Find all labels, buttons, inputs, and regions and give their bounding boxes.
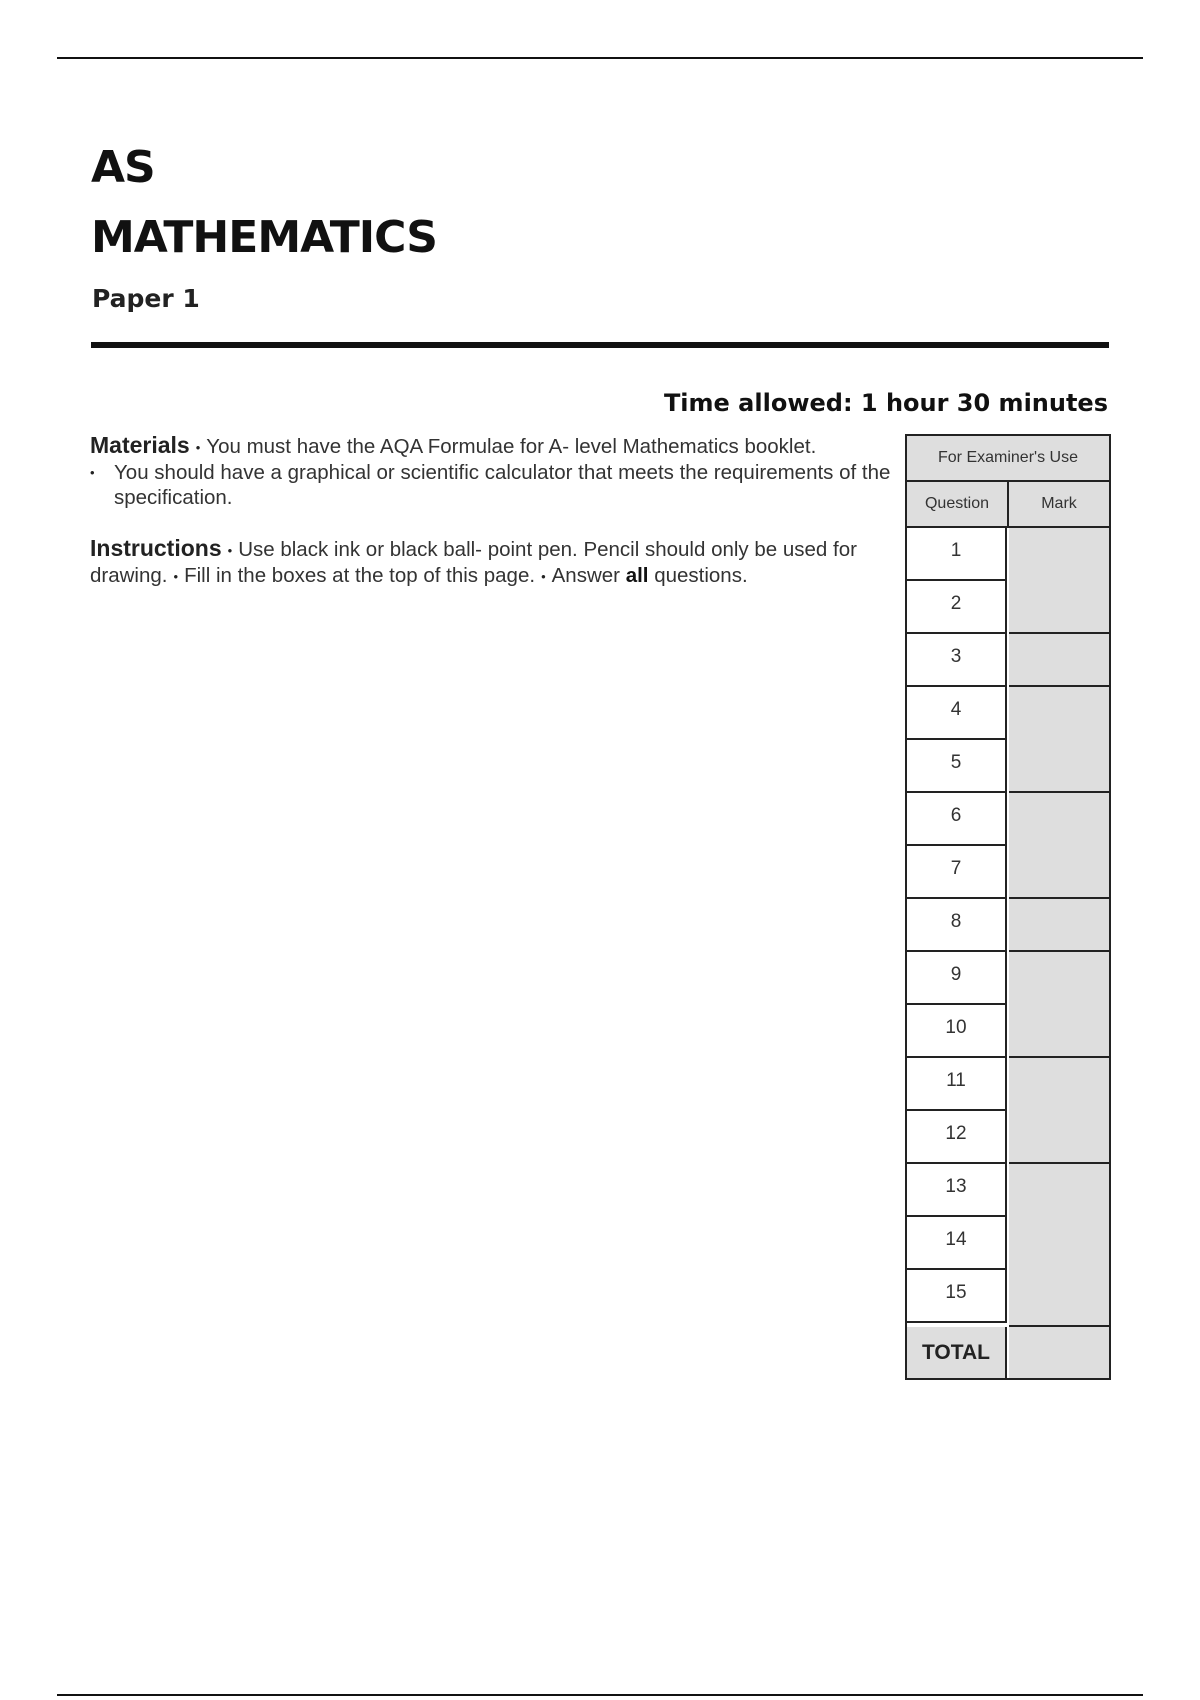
mark-entry-box[interactable] xyxy=(1009,952,1109,1058)
mark-entry-box[interactable] xyxy=(1009,634,1109,687)
question-cell: 10 xyxy=(907,1005,1007,1058)
instructions-section xyxy=(90,536,902,589)
materials-item-1: You must have the AQA Formulae for A- level Mathematics booklet. xyxy=(206,435,817,458)
bottom-rule xyxy=(57,1694,1143,1696)
top-rule xyxy=(57,57,1143,59)
question-cell: 2 xyxy=(907,581,1007,634)
examiner-table-title: For Examiner's Use xyxy=(907,436,1109,482)
materials-line-1 xyxy=(90,433,902,460)
question-cell: 6 xyxy=(907,793,1007,846)
materials-section xyxy=(90,433,902,510)
instructions-item-2: Fill in the boxes at the top of this page. xyxy=(184,564,536,588)
materials-item-2: You should have a graphical or scientific calculator that meets the requirements of the specification. xyxy=(114,461,891,510)
examiner-use-table xyxy=(905,434,1111,1380)
question-cell: 7 xyxy=(907,846,1007,899)
total-mark-box[interactable] xyxy=(1009,1327,1109,1378)
bullet-icon: • xyxy=(541,569,546,585)
mark-entry-box[interactable] xyxy=(1009,1164,1109,1327)
mark-entry-box[interactable] xyxy=(1009,528,1109,634)
question-cell: 11 xyxy=(907,1058,1007,1111)
question-cell: 9 xyxy=(907,952,1007,1005)
instructions-item-3-prefix: Answer xyxy=(551,564,620,588)
mark-entry-box[interactable] xyxy=(1009,899,1109,952)
question-cell: 1 xyxy=(907,528,1007,581)
subject-title: MATHEMATICS xyxy=(91,212,437,263)
level-title: AS xyxy=(91,142,155,193)
instructions-heading: Instructions xyxy=(90,535,222,561)
instructions-item-1: Use black ink or black ball- point pen. Pencil should only be used for drawing. xyxy=(90,538,857,588)
question-cell: 4 xyxy=(907,687,1007,740)
mark-entry-box[interactable] xyxy=(1009,793,1109,899)
materials-line-2 xyxy=(90,460,902,510)
bullet-icon: • xyxy=(90,465,95,481)
bullet-icon: • xyxy=(173,569,179,585)
question-cell: 12 xyxy=(907,1111,1007,1164)
mark-column-header: Mark xyxy=(1009,482,1109,528)
bullet-icon: • xyxy=(195,440,201,456)
paper-title: Paper 1 xyxy=(92,284,200,313)
question-cell: 13 xyxy=(907,1164,1007,1217)
question-cell: 15 xyxy=(907,1270,1007,1323)
title-divider xyxy=(91,342,1109,348)
bullet-icon: • xyxy=(227,543,233,559)
total-label: TOTAL xyxy=(907,1327,1007,1378)
instructions-item-3-emphasis: all xyxy=(625,564,649,588)
question-cell: 8 xyxy=(907,899,1007,952)
mark-entry-box[interactable] xyxy=(1009,687,1109,793)
question-cell: 14 xyxy=(907,1217,1007,1270)
question-cell: 5 xyxy=(907,740,1007,793)
mark-entry-box[interactable] xyxy=(1009,1058,1109,1164)
question-cell: 3 xyxy=(907,634,1007,687)
time-allowed: Time allowed: 1 hour 30 minutes xyxy=(663,389,1108,417)
instructions-item-3-suffix: questions. xyxy=(654,564,748,588)
question-column-header: Question xyxy=(907,482,1009,528)
materials-heading: Materials xyxy=(90,432,190,458)
